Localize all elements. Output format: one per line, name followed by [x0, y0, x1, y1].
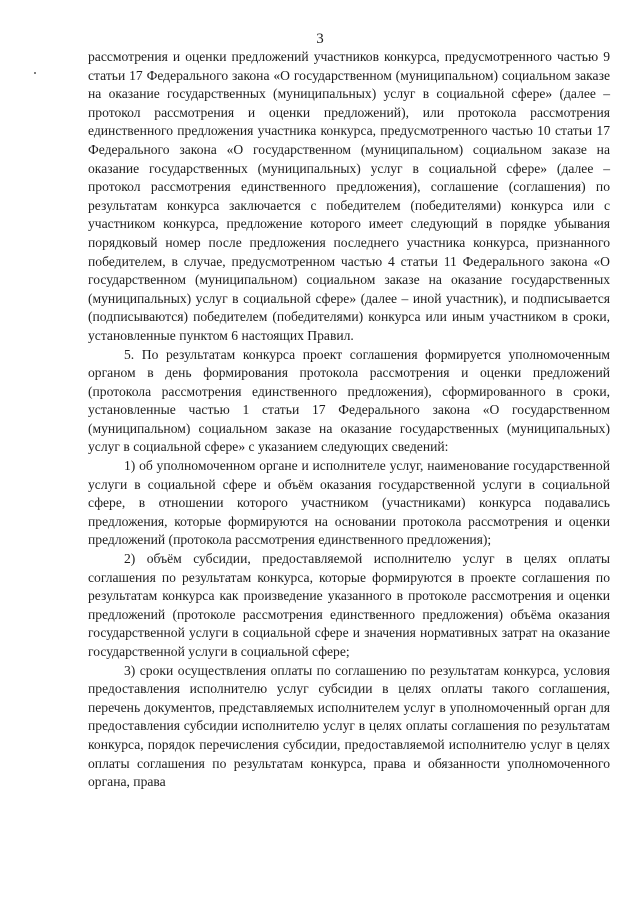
scan-speck	[34, 72, 36, 74]
paragraph-subitem-3: 3) сроки осуществления оплаты по соглашению по результатам конкурса, условия предоставления исполнителю услуг субсидии в целях оплаты такого соглашения, перечень документов, представляемых исполнителем услуг в уполномоченный орган для предоставления субсидии исполнителю услуг в целях оплаты соглашения по результатам конкурса, порядок перечисления субсидии, предоставляемой исполнителю услуг в целях оплаты соглашения по результатам конкурса, права и обязанности уполномоченного органа, права	[88, 662, 610, 790]
paragraph-subitem-1: 1) об уполномоченном органе и исполнителе услуг, наименование государственной услуги в социальной сфере и объём оказания государственной услуги в социальной сфере, в отношении которого участником (участниками) конкурса подавались предложения, которые формируются на основании протокола рассмотрения и оценки предложений (протокола рассмотрения единственного предложения);	[88, 458, 610, 548]
page-number: 3	[316, 31, 324, 47]
paragraph-subitem-2: 2) объём субсидии, предоставляемой исполнителю услуг в целях оплаты соглашения по результатам конкурса, которые формируются в проекте соглашения по результатам конкурса как произведение указанного в протоколе рассмотрения и оценки предложений (протоколе рассмотрения единственного предложения) объёма оказания государственной услуги в социальной сфере и значения нормативных затрат на оказание государственной услуги в социальной сфере;	[88, 551, 610, 659]
paragraph-item-5: 5. По результатам конкурса проект соглашения формируется уполномоченным органом в день формирования протокола рассмотрения и оценки предложений (протокола рассмотрения единственного предложения), сформированного в сроки, установленные частью 1 статьи 17 Федерального закона «О государственном (муниципальном) социальном заказе на оказание государственных (муниципальных) услуг в социальной сфере» с указанием следующих сведений:	[88, 346, 610, 455]
paragraph-continuation: рассмотрения и оценки предложений участников конкурса, предусмотренного частью 9 статьи 17 Федерального закона «О государственном (муниципальном) социальном заказе на оказание государственных (муниципальных) услуг в социальной сфере» (далее – протокол рассмотрения и оценки предложений), или протокола рассмотрения единственного предложения участника конкурса, предусмотренного частью 10 статьи 17 Федерального закона «О государственном (муниципальном) социальном заказе на оказание государственных (муниципальных) услуг в социальной сфере» (далее – протокол рассмотрения единственного предложения), соглашение (соглашения) по результатам конкурса заключается с победителем (победителями) конкурса или с участником конкурса, предложение которого имеет следующий в порядке убывания порядковый номер после предложения последнего участника конкурса, признанного победителем, в случае, предусмотренном частью 4 статьи 11 Федерального закона «О государственном (муниципальном) социальном заказе на оказание государственных (муниципальных) услуг в социальной сфере» (далее – иной участник), и подписывается (подписываются) победителем (победителями) конкурса или иным участником в сроки, установленные пунктом 6 настоящих Правил.	[88, 49, 610, 343]
document-body	[88, 48, 610, 792]
